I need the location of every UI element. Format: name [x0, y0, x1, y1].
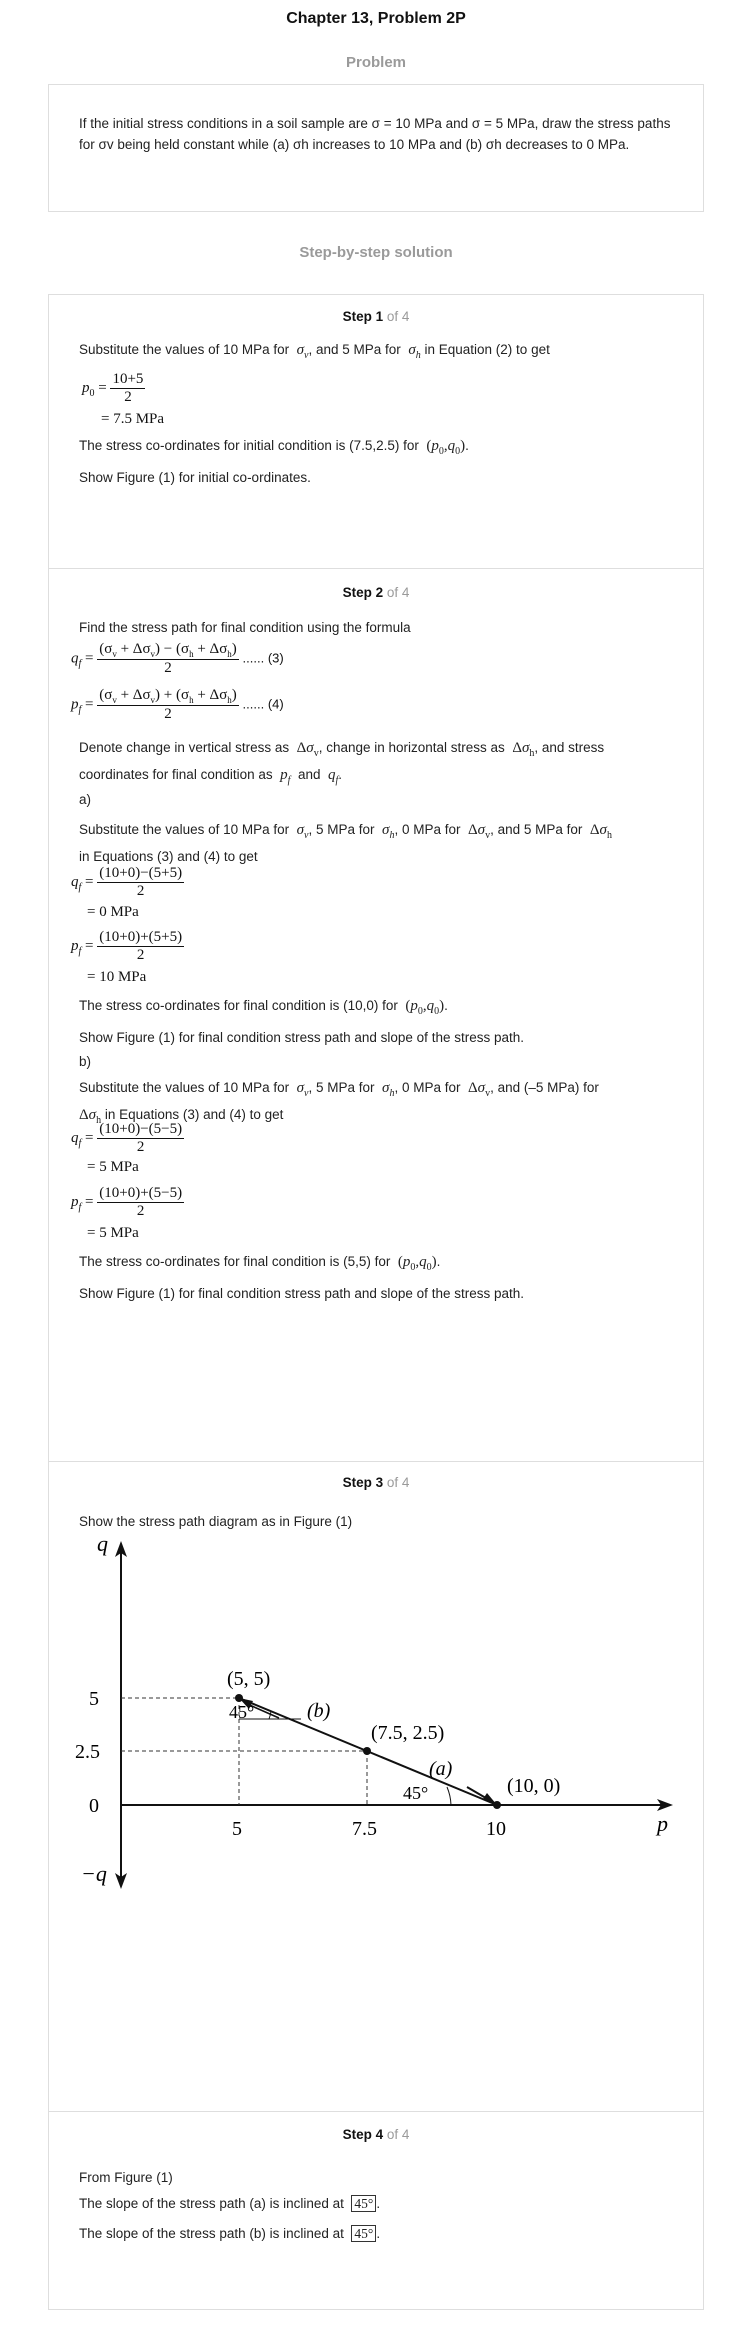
page-title: Chapter 13, Problem 2P [286, 10, 466, 27]
part-a-q-equation: $q_f$ = $\frac{(10+0)-(5+5)}{2}$ [71, 865, 183, 899]
part-b-q-result: = 5 MPa [87, 1159, 139, 1175]
part-b-p-result: = 5 MPa [87, 1225, 139, 1241]
part-a-substitute: Substitute the values of 10 MPa for $\sigma_v$, 5 MPa for $\sigma_h$, 0 MPa for $\Delta\sigma_v$, and 5 MPa for $\Delta\sigma_h$ in Equations (3) and (4) to get [79, 822, 612, 864]
step-1-intro: Substitute the values of 10 MPa for $\sigma_v$, and 5 MPa for $\sigma_h$ in Equation (2) to get [79, 342, 550, 361]
part-a-label: a) [79, 792, 92, 807]
part-a-q-result: = 0 MPa [87, 904, 139, 920]
step-4-from: From Figure (1) [79, 2170, 173, 2185]
equation-4: $p_f$ = $\frac{(\sigma_v + \Delta\sigma_v) + (\sigma_h + \Delta\sigma_h)}{2}$ ...... (4) [71, 687, 284, 722]
step-1-header: Step 1 of 4 [342, 309, 410, 324]
angle-arc-b [269, 1711, 271, 1719]
point-b [235, 1694, 243, 1702]
divider [49, 2111, 703, 2112]
part-b-label: b) [79, 1054, 92, 1069]
angle-a-label: 45° [403, 1783, 429, 1803]
step-1-coord: The stress co-ordinates for initial condition is (7.5,2.5) for $(p_0,q_0)$. [79, 438, 469, 457]
step-2-denote: Denote change in vertical stress as $\Delta\sigma_v$, change in horizontal stress as $\Delta\sigma_h$, and stress coordinates for final condition as $p_f$ and $q_f$. [79, 740, 605, 786]
part-a-p-result: = 10 MPa [87, 969, 147, 985]
angle-b-label: 45° [229, 1702, 255, 1722]
part-b-substitute: Substitute the values of 10 MPa for $\sigma_v$, 5 MPa for $\sigma_h$, 0 MPa for $\Delta\sigma_v$, and (–5 MPa) for $\Delta\sigma_h$ in Equations (3) and (4) to get [79, 1080, 599, 1126]
problem-box [48, 84, 704, 212]
x-tick-7-5: 7.5 [352, 1818, 377, 1840]
problem-text: If the initial stress conditions in a soil sample are σ = 10 MPa and σ = 5 MPa, draw the stress paths for σv being held constant while (a) σh increases to 10 MPa and (b) σh decreases to 0 MPa. [79, 116, 671, 152]
y-tick-0: 0 [89, 1795, 99, 1817]
y-tick-2-5: 2.5 [75, 1741, 100, 1763]
step-1-result: = 7.5 MPa [101, 411, 165, 427]
divider [49, 1461, 703, 1462]
solution-box [48, 294, 704, 2310]
step-2-intro: Find the stress path for final condition using the formula [79, 620, 411, 635]
p-axis-label: p [657, 1811, 668, 1836]
path-b-label: (b) [307, 1700, 331, 1722]
point-a [493, 1801, 501, 1809]
x-tick-10: 10 [486, 1818, 506, 1840]
part-b-q-equation: $q_f$ = $\frac{(10+0)-(5-5)}{2}$ [71, 1121, 183, 1155]
step-3-header: Step 3 of 4 [342, 1475, 410, 1490]
part-b-figure-note: Show Figure (1) for final condition stress path and slope of the stress path. [79, 1286, 524, 1301]
point-b-label: (5, 5) [227, 1668, 271, 1690]
divider [49, 568, 703, 569]
step-4-slope-b: The slope of the stress path (b) is inclined at 45° . [79, 2226, 381, 2241]
part-b-p-equation: $p_f$ = $\frac{(10+0)+(5-5)}{2}$ [71, 1185, 183, 1219]
step-4-header: Step 4 of 4 [342, 2127, 410, 2142]
q-axis-label: q [97, 1535, 108, 1556]
answer-b: 45° [351, 2225, 376, 2242]
angle-arc-a [447, 1787, 451, 1805]
equation-3: $q_f$ = $\frac{(\sigma_v + \Delta\sigma_v) - (\sigma_h + \Delta\sigma_h)}{2}$ ...... (3) [71, 641, 284, 676]
step-2-header: Step 2 of 4 [342, 585, 410, 600]
point-initial [363, 1747, 371, 1755]
part-a-coord: The stress co-ordinates for final condition is (10,0) for $(p_0,q_0)$. [79, 998, 448, 1017]
y-tick-5: 5 [89, 1688, 99, 1710]
stress-path-figure [49, 1535, 703, 1905]
point-a-label: (10, 0) [507, 1775, 561, 1797]
solution-heading: Step-by-step solution [299, 244, 453, 261]
part-a-figure-note: Show Figure (1) for final condition stress path and slope of the stress path. [79, 1030, 524, 1045]
problem-heading: Problem [345, 54, 406, 71]
x-tick-5: 5 [232, 1818, 242, 1840]
point-initial-label: (7.5, 2.5) [371, 1722, 445, 1744]
step-4-slope-a: The slope of the stress path (a) is inclined at 45° . [79, 2196, 381, 2211]
step-1-figure-note: Show Figure (1) for initial co-ordinates. [79, 470, 311, 485]
answer-a: 45° [351, 2195, 376, 2212]
part-a-p-equation: $p_f$ = $\frac{(10+0)+(5+5)}{2}$ [71, 929, 183, 963]
path-a-label: (a) [429, 1758, 453, 1780]
part-b-coord: The stress co-ordinates for final condition is (5,5) for $(p_0,q_0)$. [79, 1254, 441, 1273]
neg-q-axis-label: −q [81, 1861, 107, 1886]
step-3-intro: Show the stress path diagram as in Figure (1) [79, 1514, 353, 1529]
step-1-equation: $p_0$ = $\frac{10+5}{2}$ [82, 371, 144, 405]
